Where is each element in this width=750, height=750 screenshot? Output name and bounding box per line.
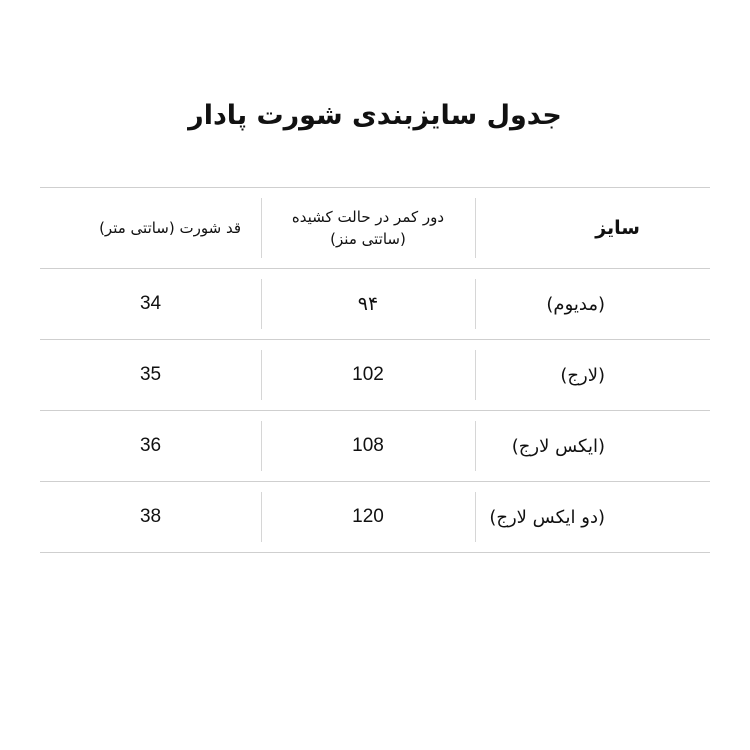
header-waist-line1: دور کمر در حالت کشیده [291,208,445,226]
size-table [40,187,710,553]
waist-cell: ۹۴ [357,293,379,315]
column-divider [261,198,262,258]
size-cell: (ایکس لارج) [511,435,605,457]
length-cell: 35 [139,364,162,385]
column-divider [261,350,262,400]
column-divider [261,279,262,329]
length-cell: 36 [139,435,162,456]
header-length: قد شورت (ساتتی متر) [99,219,241,237]
column-divider [475,350,476,400]
length-cell: 34 [139,293,162,314]
table-header-row [40,187,710,268]
waist-cell: 102 [352,364,384,385]
waist-cell: 120 [352,506,384,527]
column-divider [261,421,262,471]
header-waist [261,188,475,268]
header-waist-line2: (ساتتی منز) [330,230,406,248]
size-cell: (لارج) [560,364,605,386]
table-row [40,410,710,481]
size-cell: (دو ایکس لارج) [489,506,605,528]
length-cell: 38 [139,506,162,527]
column-divider [475,421,476,471]
column-divider [475,492,476,542]
size-cell: (مدیوم) [546,293,605,315]
table-row [40,339,710,410]
header-size: سایز [595,217,640,239]
column-divider [475,279,476,329]
column-divider [475,198,476,258]
waist-cell: 108 [352,435,384,456]
column-divider [261,492,262,542]
table-row [40,268,710,339]
page-title: جدول سایزبندی شورت پادار [188,100,562,131]
table-row [40,481,710,553]
